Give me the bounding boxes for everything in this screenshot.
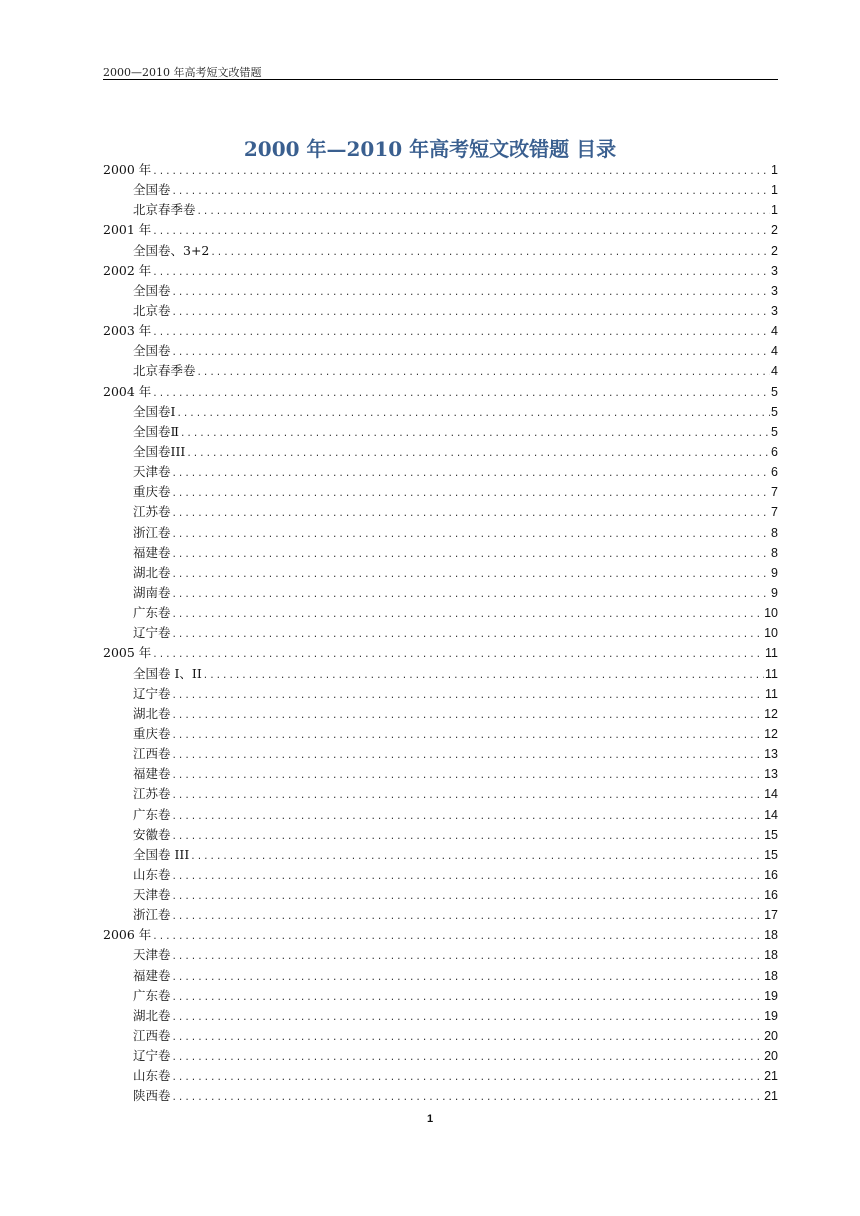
toc-entry[interactable] (103, 583, 778, 603)
toc-dot-leader (172, 968, 764, 986)
toc-entry-label: 福建卷 (133, 766, 171, 782)
toc-entry[interactable] (103, 986, 778, 1006)
toc-dot-leader (172, 545, 771, 563)
toc-dot-leader (176, 404, 770, 422)
toc-entry-page: 16 (764, 888, 778, 903)
toc-dot-leader (190, 847, 763, 865)
toc-entry-label: 全国卷 I、II (133, 665, 202, 681)
toc-dot-leader (203, 666, 764, 684)
toc-entry[interactable] (103, 502, 778, 522)
toc-entry-page: 8 (771, 545, 778, 560)
toc-dot-leader (172, 1008, 764, 1026)
toc-entry-page: 4 (771, 324, 778, 339)
toc-dot-leader (152, 927, 763, 945)
toc-dot-leader (180, 424, 770, 442)
toc-dot-leader (172, 343, 771, 361)
toc-entry-page: 13 (764, 747, 778, 762)
toc-entry[interactable] (103, 321, 778, 341)
toc-dot-leader (172, 887, 764, 905)
toc-entry[interactable] (103, 966, 778, 986)
toc-dot-leader (172, 565, 771, 583)
page-number: 1 (426, 1113, 434, 1125)
toc-entry-label: 湖北卷 (133, 705, 171, 721)
toc-entry-label: 湖北卷 (133, 1007, 171, 1023)
toc-entry-page: 12 (764, 706, 778, 721)
toc-entry[interactable] (103, 744, 778, 764)
toc-entry[interactable] (103, 603, 778, 623)
toc-dot-leader (172, 947, 764, 965)
toc-entry[interactable] (103, 462, 778, 482)
toc-entry[interactable] (103, 523, 778, 543)
toc-entry-page: 3 (771, 263, 778, 278)
toc-entry-label: 全国卷 (133, 282, 171, 298)
toc-entry[interactable] (103, 261, 778, 281)
toc-dot-leader (172, 1088, 764, 1106)
toc-dot-leader (210, 243, 770, 261)
toc-entry[interactable] (103, 1086, 778, 1106)
toc-entry-label: 安徽卷 (133, 826, 171, 842)
toc-entry-page: 5 (771, 404, 778, 419)
toc-dot-leader (172, 504, 771, 522)
toc-entry[interactable] (103, 704, 778, 724)
toc-entry-page: 8 (771, 525, 778, 540)
toc-dot-leader (172, 484, 771, 502)
toc-entry-page: 4 (771, 364, 778, 379)
toc-entry[interactable] (103, 543, 778, 563)
toc-entry-label: 广东卷 (133, 806, 171, 822)
toc-entry-label: 重庆卷 (133, 484, 171, 500)
toc-dot-leader (152, 323, 770, 341)
toc-entry[interactable] (103, 805, 778, 825)
toc-dot-leader (172, 605, 764, 623)
toc-dot-leader (186, 444, 770, 462)
toc-entry-label: 山东卷 (133, 1068, 171, 1084)
toc-dot-leader (172, 867, 764, 885)
toc-dot-leader (152, 162, 770, 180)
toc-entry-label: 湖南卷 (133, 584, 171, 600)
toc-entry[interactable] (103, 180, 778, 200)
toc-entry-label: 2002 年 (103, 262, 152, 278)
table-of-contents (103, 160, 778, 1107)
toc-entry[interactable] (103, 764, 778, 784)
toc-dot-leader (172, 827, 764, 845)
toc-entry-page: 5 (771, 384, 778, 399)
toc-entry-label: 辽宁卷 (133, 685, 171, 701)
toc-entry-page: 11 (765, 666, 778, 681)
toc-entry-page: 9 (771, 585, 778, 600)
toc-entry[interactable] (103, 200, 778, 220)
toc-entry[interactable] (103, 643, 778, 663)
toc-dot-leader (172, 303, 771, 321)
toc-entry-label: 广东卷 (133, 987, 171, 1003)
toc-entry[interactable] (103, 281, 778, 301)
toc-entry-label: 北京卷 (133, 302, 171, 318)
toc-dot-leader (197, 363, 771, 381)
toc-entry-page: 12 (764, 726, 778, 741)
toc-entry-label: 全国卷、3+2 (133, 242, 210, 258)
toc-entry-label: 全国卷Ⅱ (133, 423, 179, 439)
toc-dot-leader (172, 766, 764, 784)
toc-entry-page: 4 (771, 344, 778, 359)
toc-dot-leader (172, 726, 764, 744)
toc-entry-page: 20 (764, 1029, 778, 1044)
toc-entry-page: 15 (764, 847, 778, 862)
toc-entry[interactable] (103, 220, 778, 240)
toc-entry-label: 浙江卷 (133, 907, 171, 923)
toc-dot-leader (172, 585, 771, 603)
toc-entry-label: 江西卷 (133, 1028, 171, 1044)
toc-entry-label: 湖北卷 (133, 564, 171, 580)
toc-entry[interactable] (103, 623, 778, 643)
toc-entry[interactable] (103, 482, 778, 502)
toc-entry-page: 18 (764, 928, 778, 943)
toc-dot-leader (172, 1048, 764, 1066)
toc-dot-leader (152, 645, 764, 663)
toc-entry-page: 14 (764, 807, 778, 822)
toc-entry-label: 福建卷 (133, 544, 171, 560)
toc-entry[interactable] (103, 563, 778, 583)
toc-dot-leader (172, 283, 771, 301)
toc-dot-leader (152, 263, 770, 281)
toc-entry-label: 2001 年 (103, 222, 152, 238)
toc-dot-leader (172, 464, 771, 482)
toc-entry[interactable] (103, 422, 778, 442)
toc-entry-label: 全国卷 (133, 343, 171, 359)
toc-entry-page: 21 (764, 1069, 778, 1084)
toc-entry-label: 浙江卷 (133, 524, 171, 540)
toc-entry[interactable] (103, 905, 778, 925)
toc-entry-page: 18 (764, 968, 778, 983)
toc-dot-leader (172, 625, 764, 643)
toc-dot-leader (152, 222, 770, 240)
toc-dot-leader (197, 202, 771, 220)
toc-entry-label: 天津卷 (133, 947, 171, 963)
toc-entry[interactable] (103, 241, 778, 261)
toc-entry-label: 辽宁卷 (133, 1048, 171, 1064)
toc-entry-label: 江苏卷 (133, 504, 171, 520)
toc-entry[interactable] (103, 1006, 778, 1026)
toc-entry[interactable] (103, 402, 778, 422)
toc-entry[interactable] (103, 684, 778, 704)
toc-entry-page: 18 (764, 948, 778, 963)
toc-entry[interactable] (103, 825, 778, 845)
toc-entry[interactable] (103, 341, 778, 361)
toc-entry-label: 2000 年 (103, 162, 152, 177)
toc-entry-page: 3 (771, 283, 778, 298)
toc-entry-label: 天津卷 (133, 887, 171, 903)
toc-entry-page: 1 (771, 203, 778, 218)
toc-dot-leader (172, 1028, 764, 1046)
page-title: 2000 年—2010 年高考短文改错题 目录 (243, 137, 617, 161)
toc-entry-page: 11 (765, 646, 778, 661)
toc-entry-label: 辽宁卷 (133, 625, 171, 641)
toc-entry-page: 9 (771, 565, 778, 580)
toc-entry-label: 全国卷 III (133, 846, 190, 862)
toc-dot-leader (172, 182, 771, 200)
toc-entry[interactable] (103, 160, 778, 180)
toc-dot-leader (152, 384, 770, 402)
toc-entry[interactable] (103, 1026, 778, 1046)
toc-entry-label: 全国卷III (133, 443, 186, 459)
toc-entry-label: 福建卷 (133, 967, 171, 983)
toc-entry-page: 16 (764, 867, 778, 882)
toc-entry-page: 13 (764, 767, 778, 782)
toc-entry-page: 7 (771, 485, 778, 500)
toc-entry-page: 6 (771, 444, 778, 459)
toc-entry-label: 2003 年 (103, 323, 152, 339)
toc-entry-page: 11 (765, 686, 778, 701)
toc-entry-label: 2004 年 (103, 383, 152, 399)
toc-entry-label: 2006 年 (103, 927, 152, 943)
toc-entry-page: 2 (771, 223, 778, 238)
toc-entry-page: 19 (764, 988, 778, 1003)
toc-entry[interactable] (103, 724, 778, 744)
toc-entry[interactable] (103, 442, 778, 462)
toc-entry[interactable] (103, 784, 778, 804)
toc-dot-leader (172, 525, 771, 543)
toc-entry-label: 山东卷 (133, 866, 171, 882)
toc-entry[interactable] (103, 865, 778, 885)
toc-dot-leader (172, 686, 765, 704)
toc-entry-label: 广东卷 (133, 605, 171, 621)
toc-entry-page: 15 (764, 827, 778, 842)
toc-entry-page: 17 (764, 908, 778, 923)
toc-entry-page: 2 (771, 243, 778, 258)
toc-entry-page: 10 (764, 626, 778, 641)
toc-entry-page: 1 (771, 183, 778, 198)
toc-dot-leader (172, 706, 764, 724)
toc-entry-page: 19 (764, 1008, 778, 1023)
toc-entry-page: 7 (771, 505, 778, 520)
toc-entry-page: 10 (764, 606, 778, 621)
toc-dot-leader (172, 746, 764, 764)
toc-entry-page: 14 (764, 787, 778, 802)
toc-entry[interactable] (103, 361, 778, 381)
toc-entry-label: 江苏卷 (133, 786, 171, 802)
toc-entry[interactable] (103, 925, 778, 945)
toc-entry-page: 20 (764, 1049, 778, 1064)
header-divider (103, 79, 778, 80)
toc-entry-label: 北京春季卷 (133, 202, 196, 218)
toc-entry-label: 全国卷 (133, 182, 171, 198)
toc-entry-page: 5 (771, 424, 778, 439)
toc-entry-page: 6 (771, 465, 778, 480)
toc-dot-leader (172, 907, 764, 925)
toc-dot-leader (172, 807, 764, 825)
toc-entry-label: 陕西卷 (133, 1088, 171, 1104)
toc-entry[interactable] (103, 945, 778, 965)
running-header: 2000—2010 年高考短文改错题 (103, 66, 262, 79)
toc-entry[interactable] (103, 664, 778, 684)
toc-entry-label: 江西卷 (133, 746, 171, 762)
toc-dot-leader (172, 988, 764, 1006)
toc-entry-label: 全国卷Ⅰ (133, 403, 176, 419)
toc-entry-label: 重庆卷 (133, 725, 171, 741)
toc-entry-page: 3 (771, 303, 778, 318)
toc-dot-leader (172, 1068, 764, 1086)
toc-entry[interactable] (103, 301, 778, 321)
toc-entry[interactable] (103, 885, 778, 905)
toc-entry[interactable] (103, 382, 778, 402)
toc-entry-page: 1 (771, 163, 778, 177)
toc-dot-leader (172, 786, 764, 804)
toc-entry-page: 21 (764, 1089, 778, 1104)
toc-entry-label: 2005 年 (103, 645, 152, 661)
toc-entry[interactable] (103, 845, 778, 865)
toc-entry-label: 北京春季卷 (133, 363, 196, 379)
toc-entry[interactable] (103, 1066, 778, 1086)
toc-entry[interactable] (103, 1046, 778, 1066)
toc-entry-label: 天津卷 (133, 464, 171, 480)
